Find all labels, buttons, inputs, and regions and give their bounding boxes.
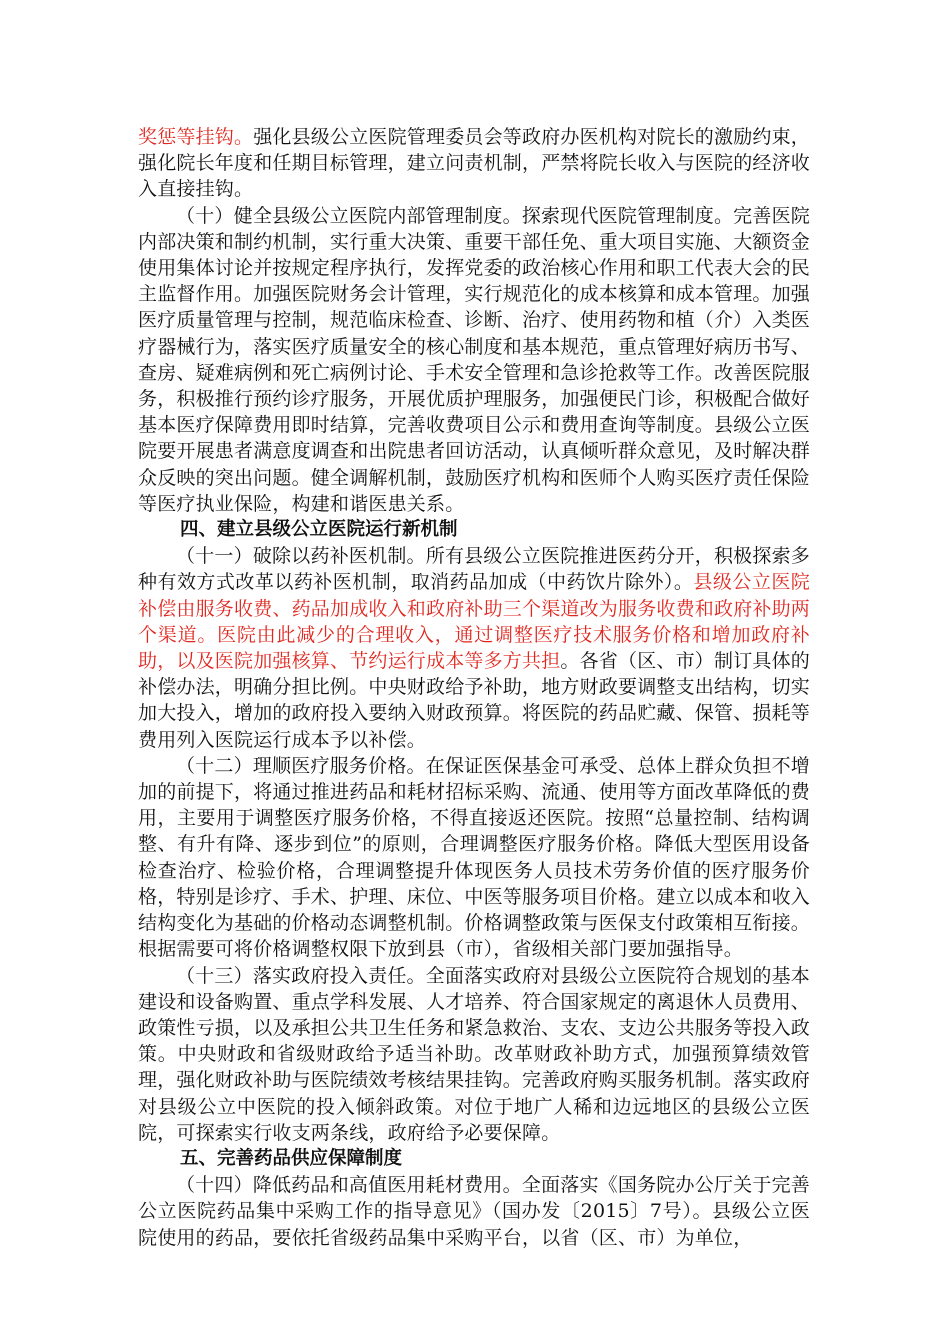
paragraph-incentive — [138, 124, 810, 203]
highlighted-text: 奖惩等挂钩。 — [138, 126, 254, 148]
paragraph-text: 。各省（区、市）制订具体的补偿办法，明确分担比例。中央财政给予补助，地方财政要调整支出结构，切实加大投入，增加的政府投入要纳入财政预算。将医院的药品贮藏、保管、损耗等费用列入医院运行成本予以补偿。 — [138, 650, 811, 751]
paragraph-reduce-drug-costs: （十四）降低药品和高值医用耗材费用。全面落实《国务院办公厅关于完善公立医院药品集中采购工作的指导意见》（国办发〔2015〕7号）。县级公立医院使用的药品，要依托省级药品集中采购平台，以省（区、市）为单位， — [138, 1174, 810, 1249]
paragraph-service-pricing: （十二）理顺医疗服务价格。在保证医保基金可承受、总体上群众负担不增加的前提下，将通过推进药品和耗材招标采购、流通、使用等方面改革降低的费用，主要用于调整医疗服务价格，不得直接返还医院。按照“总量控制、结构调整、有升有降、逐步到位”的原则，合理调整医疗服务价格。降低大型医用设备检查治疗、检验价格，合理调整提升体现医务人员技术劳务价值的医疗服务价格，特别是诊疗、手术、护理、床位、中医等服务项目价格。建立以成本和收入结构变化为基础的价格动态调整机制。价格调整政策与医保支付政策相互衔接。根据需要可将价格调整权限下放到县（市），省级相关部门要加强指导。 — [138, 754, 811, 961]
paragraph-text: 强化县级公立医院管理委员会等政府办医机构对院长的激励约束，强化院长年度和任期目标管理，建立问责机制，严禁将院长收入与医院的经济收入直接挂钩。 — [138, 126, 811, 201]
section-heading-4: 四、建立县级公立医院运行新机制 — [180, 519, 458, 541]
paragraph-internal-management: （十）健全县级公立医院内部管理制度。探索现代医院管理制度。完善医院内部决策和制约机制，实行重大决策、重要干部任免、重大项目实施、大额资金使用集体讨论并按规定程序执行，发挥党委的政治核心作用和职工代表大会的民主监督作用。加强医院财务会计管理，实行规范化的成本核算和成本管理。加强医疗质量管理与控制，规范临床检查、诊断、治疗、使用药物和植（介）入类医疗器械行为，落实医疗质量安全的核心制度和基本规范，重点管理好病历书写、查房、疑难病例和死亡病例讨论、手术安全管理和急诊抢救等工作。改善医院服务，积极推行预约诊疗服务，开展优质护理服务，加强便民门诊，积极配合做好基本医疗保障费用即时结算，完善收费项目公示和费用查询等制度。县级公立医院要开展患者满意度调查和出院患者回访活动，认真倾听群众意见，及时解决群众反映的突出问题。健全调解机制，鼓励医疗机构和医师个人购买医疗责任保险等医疗执业保险，构建和谐医患关系。 — [138, 204, 811, 515]
paragraph-text: （十一）破除以药补医机制。所有县级公立医院推进医药分开，积极探索多种有效方式改革以药补医机制，取消药品加成（中药饮片除外）。 — [138, 545, 810, 594]
section-heading-5: 五、完善药品供应保障制度 — [180, 1147, 403, 1169]
highlighted-text: 县级公立医院补偿由服务收费、药品加成收入和政府补助三个渠道改为服务收费和政府补助两个渠道。医院由此减少的合理收入，通过调整医疗技术服务价格和增加政府补助，以及医院加强核算、节约运行成本等多方共担 — [138, 571, 811, 673]
paragraph-abolish-drug-markup — [138, 543, 810, 753]
paragraph-government-investment: （十三）落实政府投入责任。全面落实政府对县级公立医院符合规划的基本建设和设备购置、重点学科发展、人才培养、符合国家规定的离退休人员费用、政策性亏损，以及承担公共卫生任务和紧急救治、支农、支边公共服务等投入政策。中央财政和省级财政给予适当补助。改革财政补助方式，加强预算绩效管理，强化财政补助与医院绩效考核结果挂钩。完善政府购买服务机制。落实政府对县级公立中医院的投入倾斜政策。对位于地广人稀和边远地区的县级公立医院，可探索实行收支两条线，政府给予必要保障。 — [138, 964, 811, 1144]
document-body — [138, 124, 810, 1251]
